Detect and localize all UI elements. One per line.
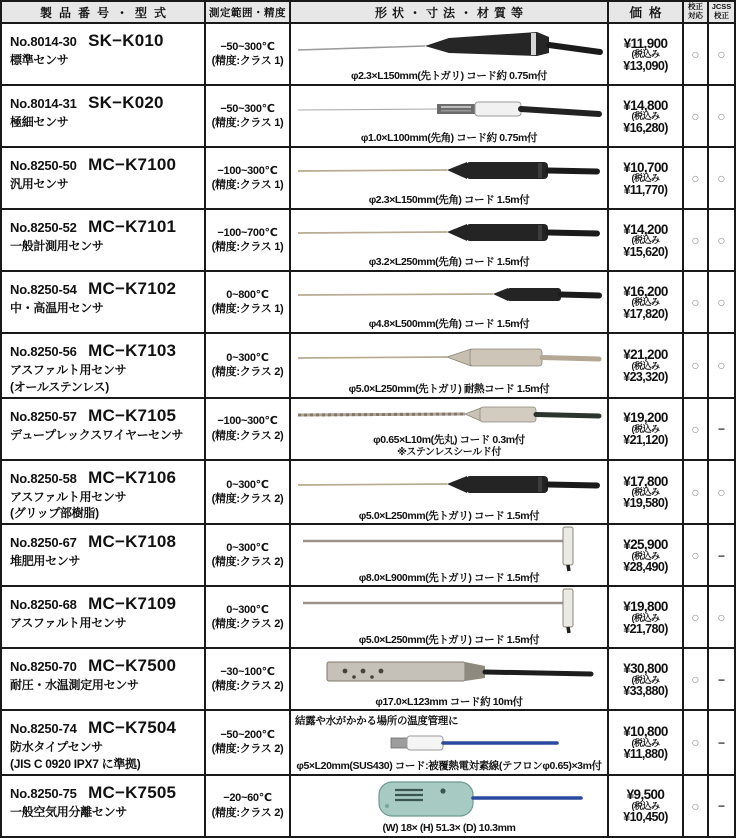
range-cell [205, 460, 290, 525]
price-cell [608, 586, 683, 648]
product-cell [1, 147, 205, 209]
calibration-mark: ○ [683, 333, 708, 398]
product-no: No.8250-70 [10, 659, 77, 675]
range-value: −50~200℃ [220, 729, 275, 742]
accuracy-value: (精度:クラス 2) [211, 492, 284, 505]
product-photo [291, 400, 607, 435]
header-range: 測定範囲・精度 [205, 1, 290, 23]
spec-caption [291, 573, 607, 585]
jcss-mark: ○ [708, 85, 735, 147]
price-value: ¥14,200 [623, 221, 668, 237]
product-model: SK−K020 [88, 93, 164, 112]
price-value: ¥9,500 [626, 787, 665, 803]
spec-caption [291, 761, 607, 773]
spec-caption [291, 511, 607, 523]
shape-cell [290, 710, 608, 775]
tax-price-value: ¥21,120) [623, 433, 668, 448]
product-photo [291, 211, 607, 257]
shape-cell [290, 460, 608, 525]
price-cell [608, 271, 683, 333]
range-cell [205, 775, 290, 837]
product-no: No.8250-58 [10, 470, 77, 486]
accuracy-value: (精度:クラス 2) [211, 429, 284, 442]
jcss-mark: ○ [708, 460, 735, 525]
product-name: アスファルト用センサ [10, 489, 127, 504]
product-cell [1, 775, 205, 837]
product-name: 一般空気用分離センサ [10, 804, 128, 819]
price-value: ¥10,700 [623, 159, 668, 175]
calibration-mark: ○ [683, 147, 708, 209]
product-number-line [10, 217, 202, 237]
product-photo [291, 462, 607, 511]
tax-included-label: (税込み [631, 674, 660, 685]
spec-caption [291, 257, 607, 269]
jcss-mark: − [708, 524, 735, 586]
table-row [1, 710, 735, 775]
price-cell [608, 398, 683, 460]
product-no: No.8014-30 [10, 34, 77, 49]
accuracy-value: (精度:クラス 2) [211, 618, 284, 631]
product-cell [1, 586, 205, 648]
shape-cell [290, 586, 608, 648]
product-cell [1, 271, 205, 333]
product-photo [291, 725, 607, 761]
tax-included-label: (税込み [631, 49, 660, 60]
product-no: No.8250-57 [10, 408, 77, 424]
product-number-line [10, 31, 202, 51]
range-value: −100~300℃ [217, 415, 278, 428]
price-value: ¥16,200 [623, 283, 668, 299]
header-jcss-line1: JCSS [711, 2, 732, 12]
range-value: −20~60℃ [223, 792, 272, 805]
tax-included-label: (税込み [631, 173, 660, 184]
jcss-mark: − [708, 775, 735, 837]
calibration-mark: ○ [683, 85, 708, 147]
product-model: MC−K7103 [88, 341, 177, 360]
price-cell [608, 460, 683, 525]
calibration-mark: ○ [683, 398, 708, 460]
spec-note: ※ステンレスシールド付 [397, 446, 501, 458]
product-number-line [10, 341, 202, 361]
accuracy-value: (精度:クラス 1) [211, 241, 284, 253]
tax-price-value: ¥28,490) [623, 559, 668, 574]
accuracy-value: (精度:クラス 2) [211, 806, 284, 819]
calibration-mark: ○ [683, 460, 708, 525]
spec-text: φ1.0×L100mm(先角) コード約 0.75m付 [360, 132, 538, 145]
product-no: No.8250-75 [10, 785, 77, 801]
product-number-line [10, 468, 202, 488]
product-cell [1, 460, 205, 525]
jcss-mark: ○ [708, 333, 735, 398]
tax-price-value: ¥23,320) [623, 369, 668, 384]
price-value: ¥10,800 [623, 724, 668, 740]
range-cell [205, 586, 290, 648]
jcss-mark: − [708, 648, 735, 710]
range-value: 0~300℃ [226, 603, 269, 616]
product-cell [1, 398, 205, 460]
calibration-mark: ○ [683, 271, 708, 333]
shape-cell [290, 147, 608, 209]
jcss-mark: ○ [708, 271, 735, 333]
spec-text: φ5.0×L250mm(先トガリ) コード 1.5m付 [358, 509, 540, 522]
tax-price-value: ¥11,770) [623, 182, 668, 197]
product-no: No.8250-50 [10, 158, 77, 173]
range-value: 0~300℃ [226, 541, 269, 554]
accuracy-value: (精度:クラス 2) [211, 366, 284, 379]
price-value: ¥17,800 [623, 473, 668, 489]
product-model: MC−K7504 [88, 718, 177, 738]
tax-included-label: (税込み [631, 550, 660, 561]
calibration-mark: ○ [683, 23, 708, 85]
header-calibration [683, 1, 708, 23]
jcss-mark: ○ [708, 147, 735, 209]
calibration-mark: ○ [683, 775, 708, 837]
table-row [1, 23, 735, 85]
product-model: MC−K7108 [88, 532, 177, 552]
product-name: 極細センサ [10, 115, 69, 129]
accuracy-value: (精度:クラス 2) [211, 743, 284, 756]
product-name: 防水タイプセンサ [10, 740, 103, 755]
product-number-line [10, 656, 202, 676]
product-cell [1, 85, 205, 147]
product-name-suffix: (JIS C 0920 IPX7 に準拠) [10, 756, 141, 771]
product-photo [291, 588, 607, 634]
tax-included-label: (税込み [631, 612, 660, 623]
spec-caption [291, 635, 607, 647]
range-value: 0~300℃ [226, 478, 269, 491]
range-value: −30~100℃ [220, 665, 275, 678]
calibration-mark: ○ [683, 710, 708, 775]
price-value: ¥14,800 [623, 97, 668, 113]
tax-included-label: (税込み [631, 111, 660, 122]
range-cell [205, 648, 290, 710]
spec-caption [291, 71, 607, 83]
tax-price-value: ¥13,090) [623, 58, 668, 73]
shape-cell [290, 524, 608, 586]
header-product: 製品番号・型式 [1, 1, 205, 23]
table-row [1, 648, 735, 710]
header-row [1, 1, 735, 23]
product-no: No.8250-67 [10, 535, 77, 551]
product-number-line [10, 532, 202, 552]
tax-included-label: (税込み [631, 487, 660, 498]
price-value: ¥25,900 [623, 536, 668, 552]
range-value: −50~300℃ [220, 40, 275, 53]
product-cell [1, 333, 205, 398]
product-model: MC−K7102 [88, 279, 177, 298]
price-cell [608, 23, 683, 85]
tax-price-value: ¥19,580) [623, 496, 668, 511]
spec-text: (W) 18× (H) 51.3× (D) 10.3mm [382, 822, 516, 835]
spec-caption [291, 195, 607, 207]
accuracy-value: (精度:クラス 2) [211, 680, 284, 693]
price-value: ¥11,900 [623, 35, 668, 51]
header-price: 価格 [608, 1, 683, 23]
tax-included-label: (税込み [631, 297, 660, 308]
spec-text: φ5.0×L250mm(先トガリ) コード 1.5m付 [358, 633, 540, 646]
tax-price-value: ¥11,880) [623, 747, 668, 762]
price-value: ¥19,200 [623, 410, 668, 426]
spec-caption [291, 319, 607, 331]
product-name: デュープレックスワイヤーセンサ [10, 427, 184, 442]
table-row [1, 586, 735, 648]
spec-text: φ4.8×L500mm(先角) コード 1.5m付 [368, 318, 530, 331]
table-row [1, 524, 735, 586]
price-cell [608, 333, 683, 398]
product-number-line [10, 783, 202, 803]
spec-text: φ8.0×L900mm(先トガリ) コード 1.5m付 [358, 571, 540, 584]
product-name: 汎用センサ [10, 177, 69, 191]
spec-text: φ3.2×L250mm(先角) コード 1.5m付 [368, 256, 530, 269]
header-calibration-line1: 校正 [688, 2, 703, 12]
table-row [1, 85, 735, 147]
tax-included-label: (税込み [631, 737, 660, 748]
range-cell [205, 710, 290, 775]
header-shape: 形状・寸法・材質等 [290, 1, 608, 23]
price-value: ¥30,800 [623, 660, 668, 676]
product-photo [291, 25, 607, 71]
spec-text: φ2.3×L150mm(先トガリ) コード約 0.75m付 [350, 70, 548, 83]
tax-price-value: ¥33,880) [623, 683, 668, 698]
calibration-mark: ○ [683, 524, 708, 586]
price-cell [608, 85, 683, 147]
tax-included-label: (税込み [631, 801, 660, 812]
product-photo [291, 777, 607, 823]
table-row [1, 209, 735, 271]
product-photo [291, 335, 607, 384]
product-cell [1, 524, 205, 586]
range-cell [205, 333, 290, 398]
spec-text: φ5×L20mm(SUS430) コード:被覆熱電対素線(テフロンφ0.65)×3m付 [296, 760, 602, 773]
product-model: MC−K7500 [88, 656, 177, 676]
product-no: No.8250-74 [10, 721, 77, 737]
price-cell [608, 147, 683, 209]
product-cell [1, 23, 205, 85]
table-row [1, 271, 735, 333]
spec-text: φ5.0×L250mm(先トガリ) 耐熱コード 1.5m付 [348, 383, 550, 396]
accuracy-value: (精度:クラス 1) [211, 303, 284, 315]
range-value: −50~300℃ [220, 102, 275, 115]
product-number-line [10, 279, 202, 299]
price-value: ¥21,200 [623, 346, 668, 362]
product-no: No.8250-54 [10, 282, 77, 297]
accuracy-value: (精度:クラス 1) [211, 117, 284, 129]
product-cell [1, 710, 205, 775]
range-value: 0~800℃ [226, 288, 269, 301]
range-value: 0~300℃ [226, 352, 269, 364]
product-model: MC−K7505 [88, 782, 177, 802]
product-model: SK−K010 [88, 31, 164, 50]
shape-cell [290, 648, 608, 710]
product-photo [291, 526, 607, 572]
price-cell [608, 775, 683, 837]
range-cell [205, 23, 290, 85]
calibration-mark: ○ [683, 648, 708, 710]
product-no: No.8250-52 [10, 220, 77, 235]
product-photo [291, 149, 607, 195]
header-jcss [708, 1, 735, 23]
tax-price-value: ¥15,620) [623, 244, 668, 259]
shape-cell [290, 398, 608, 460]
product-photo [291, 87, 607, 133]
table-row [1, 333, 735, 398]
shape-cell [290, 209, 608, 271]
product-name: アスファルト用センサ [10, 363, 127, 377]
spec-caption [291, 823, 607, 835]
product-name: 標準センサ [10, 53, 69, 67]
spec-caption [291, 133, 607, 145]
product-number-line [10, 155, 202, 175]
product-number-line [10, 594, 202, 614]
shape-cell [290, 271, 608, 333]
price-cell [608, 710, 683, 775]
spec-text: φ0.65×L10m(先丸) コード 0.3m付 [373, 434, 525, 447]
product-name-suffix: (オールステンレス) [10, 379, 109, 394]
shape-cell [290, 23, 608, 85]
product-model: MC−K7109 [88, 594, 177, 614]
price-cell [608, 648, 683, 710]
product-name-suffix: (グリップ部樹脂) [10, 506, 99, 521]
range-value: −100~300℃ [217, 164, 278, 177]
product-name: 耐圧・水温測定用センサ [10, 678, 139, 693]
jcss-mark: − [708, 710, 735, 775]
product-name: アスファルト用センサ [10, 616, 127, 631]
price-cell [608, 209, 683, 271]
table-row [1, 398, 735, 460]
tax-included-label: (税込み [631, 424, 660, 435]
table-row [1, 775, 735, 837]
accuracy-value: (精度:クラス 1) [211, 179, 284, 191]
header-jcss-line2: 校正 [714, 11, 729, 20]
jcss-mark: ○ [708, 23, 735, 85]
header-calibration-line2: 対応 [688, 11, 703, 20]
calibration-mark: ○ [683, 209, 708, 271]
range-cell [205, 398, 290, 460]
range-cell [205, 147, 290, 209]
accuracy-value: (精度:クラス 1) [211, 55, 284, 67]
spec-caption [291, 697, 607, 709]
product-number-line [10, 406, 202, 426]
jcss-mark: ○ [708, 586, 735, 648]
tax-included-label: (税込み [631, 360, 660, 371]
price-value: ¥19,800 [623, 598, 668, 614]
product-model: MC−K7100 [88, 155, 177, 174]
spec-text: φ17.0×L123mm コード約 10m付 [375, 695, 523, 708]
product-cell [1, 648, 205, 710]
tax-price-value: ¥10,450) [623, 810, 668, 825]
product-model: MC−K7106 [88, 467, 177, 487]
product-photo [291, 650, 607, 696]
product-photo [291, 273, 607, 319]
spec-caption [291, 384, 607, 396]
range-cell [205, 524, 290, 586]
accuracy-value: (精度:クラス 2) [211, 556, 284, 569]
product-cell [1, 209, 205, 271]
range-cell [205, 209, 290, 271]
shape-cell [290, 775, 608, 837]
table-row [1, 147, 735, 209]
tax-price-value: ¥16,280) [623, 120, 668, 135]
product-number-line [10, 93, 202, 113]
jcss-mark: ○ [708, 209, 735, 271]
product-number-line [10, 718, 202, 738]
tax-price-value: ¥17,820) [623, 306, 668, 321]
price-cell [608, 524, 683, 586]
spec-caption [291, 435, 607, 458]
range-cell [205, 271, 290, 333]
product-model: MC−K7101 [88, 217, 177, 236]
product-no: No.8014-31 [10, 96, 77, 111]
tax-included-label: (税込み [631, 235, 660, 246]
usage-note: 結露や水がかかる場所の温度管理に [295, 715, 459, 728]
product-name: 堆肥用センサ [10, 554, 81, 569]
calibration-mark: ○ [683, 586, 708, 648]
range-value: −100~700℃ [217, 226, 278, 239]
product-model: MC−K7105 [88, 405, 177, 425]
product-name: 中・高温用センサ [10, 301, 104, 315]
product-no: No.8250-56 [10, 344, 77, 359]
shape-cell [290, 333, 608, 398]
tax-price-value: ¥21,780) [623, 621, 668, 636]
product-name: 一般計測用センサ [10, 239, 104, 253]
shape-cell [290, 85, 608, 147]
jcss-mark: − [708, 398, 735, 460]
product-no: No.8250-68 [10, 597, 77, 613]
table-row [1, 460, 735, 525]
range-cell [205, 85, 290, 147]
spec-text: φ2.3×L150mm(先角) コード 1.5m付 [368, 194, 530, 207]
